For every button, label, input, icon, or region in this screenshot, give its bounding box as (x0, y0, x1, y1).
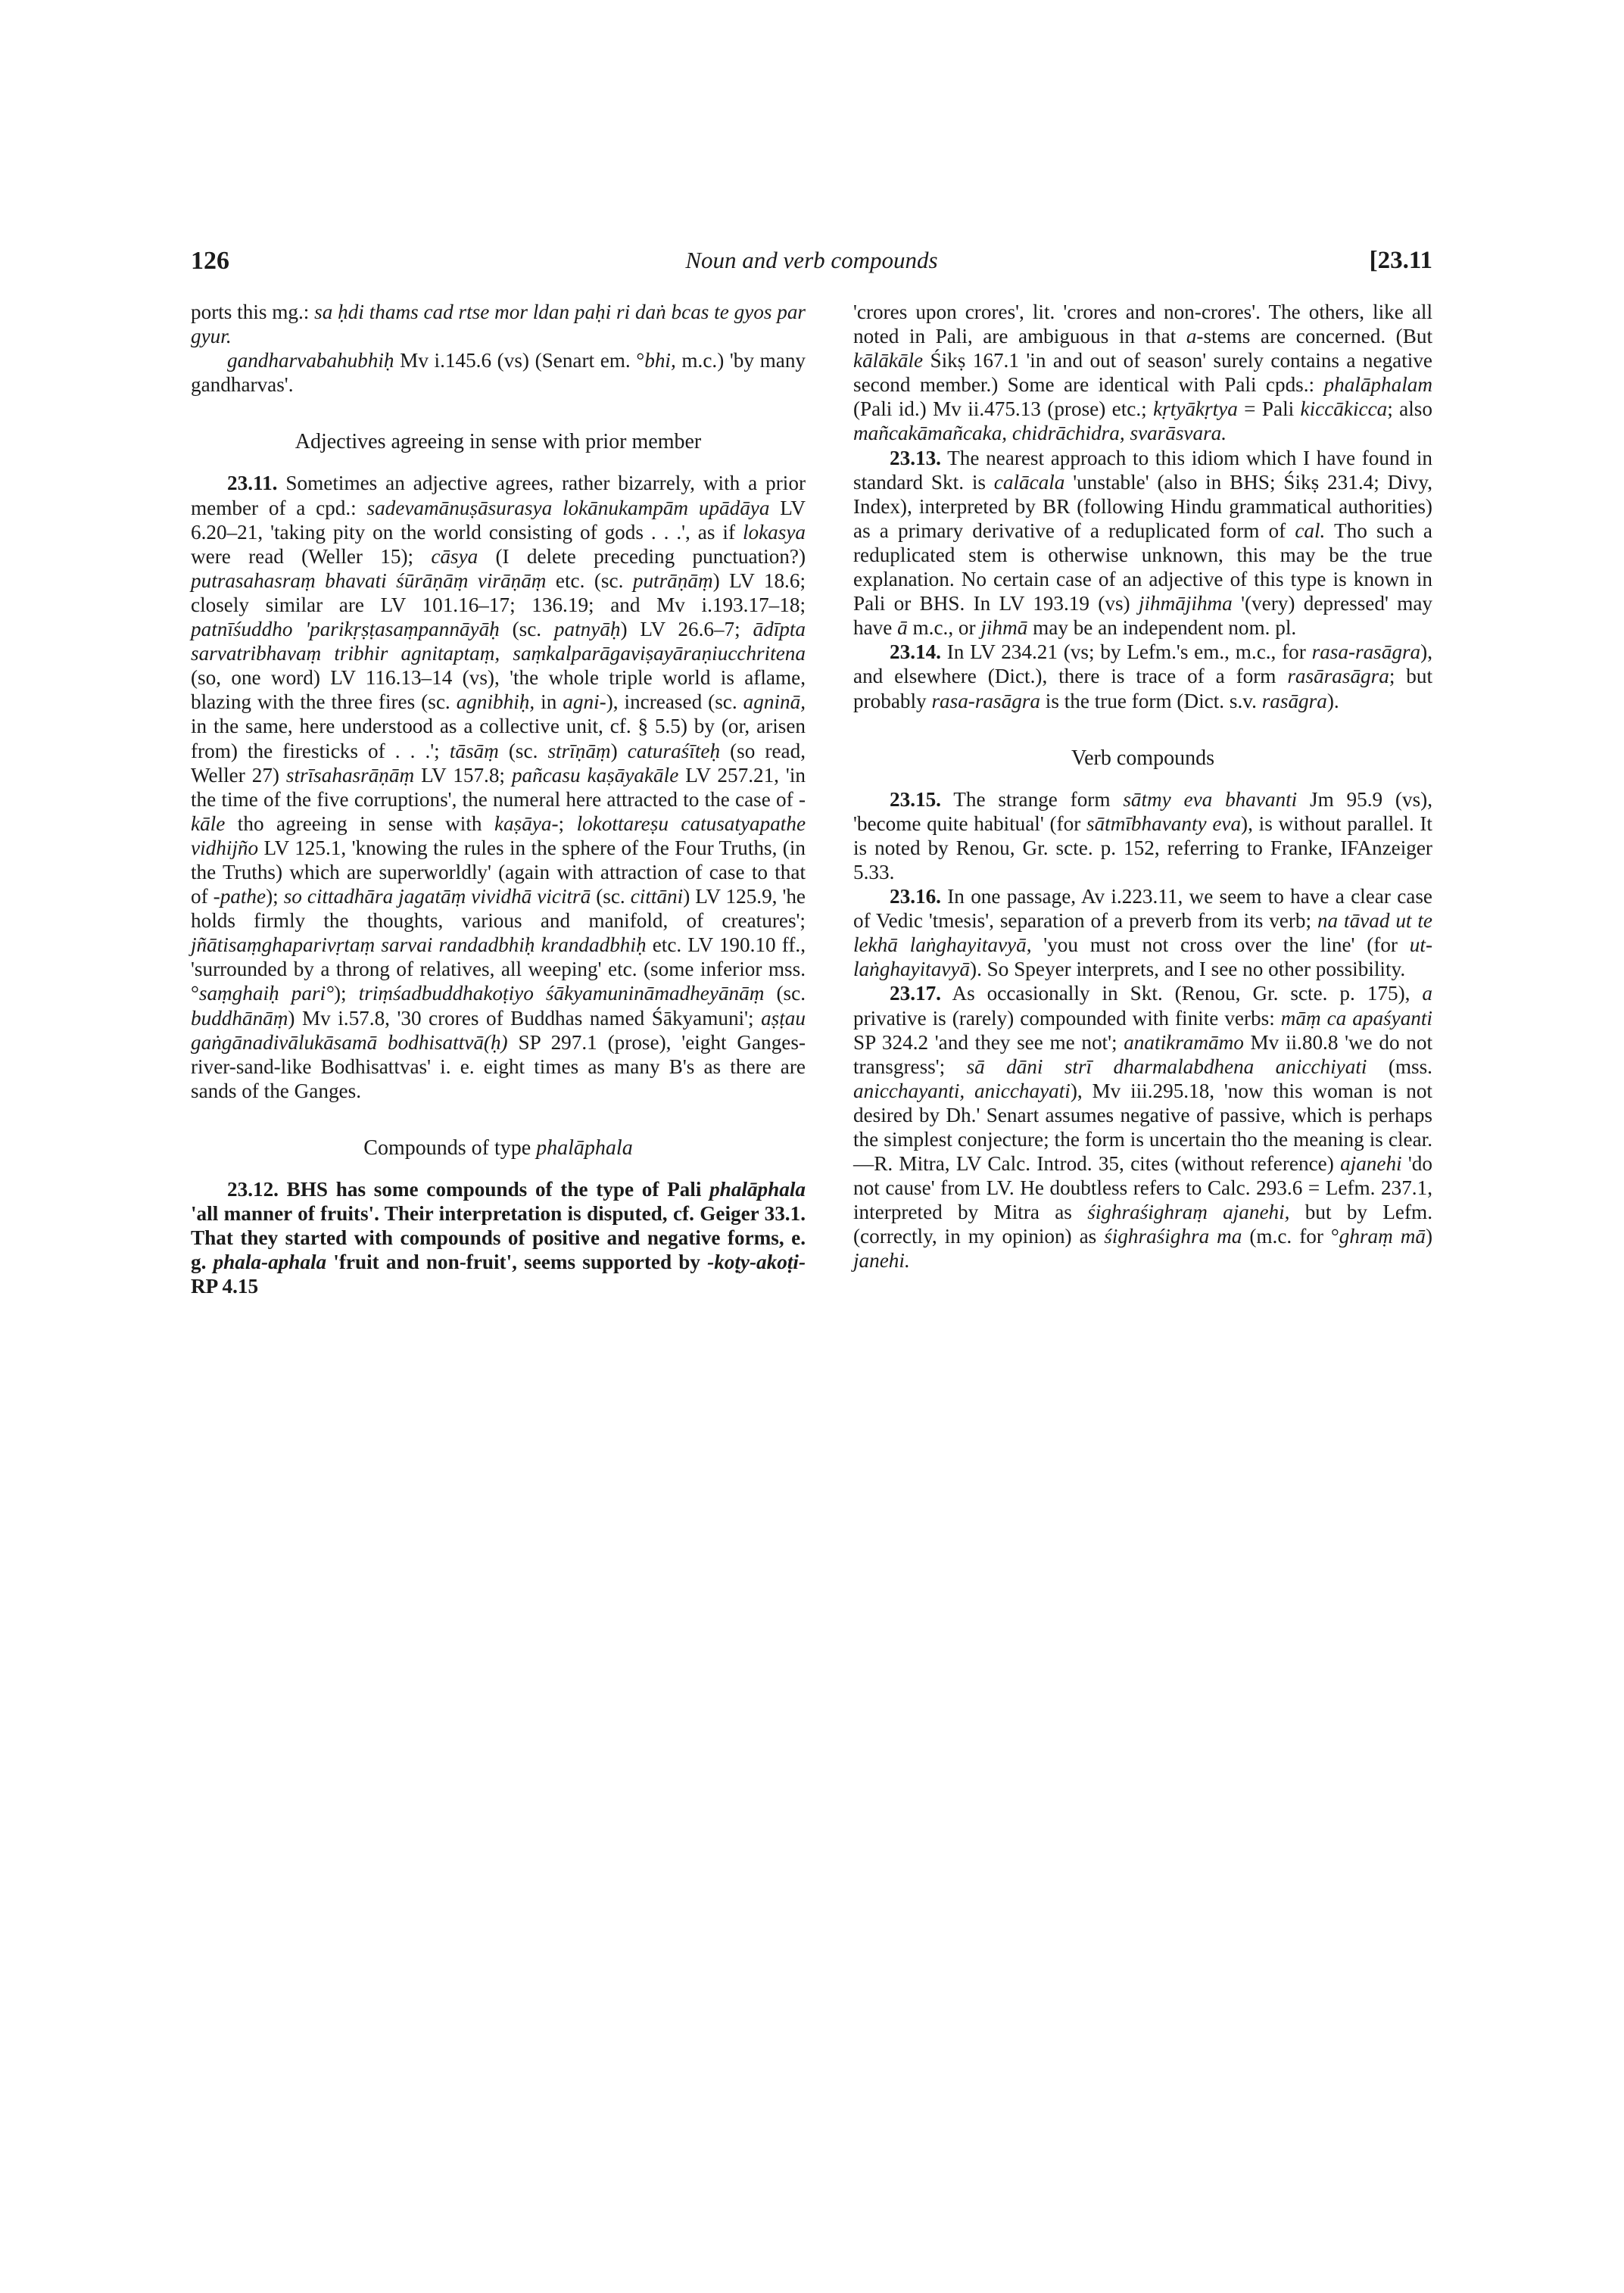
paragraph-23-11: 23.11. Sometimes an adjective agrees, rather bizarrely, with a prior member of a cpd.: sadevamānuṣāsurasya lokānukampām upādāya LV 6.20–21, 'taking pity on the world consisting of gods . . .', as if lokasya were read (Weller 15); cāsya (I delete preceding punctuation?) putrasahasraṃ bhavati śūrāṇāṃ virāṇāṃ etc. (sc. putrāṇāṃ) LV 18.6; closely similar are LV 101.16–17; 136.19; and Mv i.193.17–18; patnīśuddho 'parikṛṣṭasaṃpannāyāḥ (sc. patnyāḥ) LV 26.6–7; ādīpta sarvatribhavaṃ tribhir agnitaptaṃ, saṃkalparāgaviṣayāraṇiucchritena (so, one word) LV 116.13–14 (vs), 'the whole triple world is aflame, blazing with the three fires (sc. agnibhiḥ, in agni-), increased (sc. agninā, in the same, here understood as a collective unit, cf. § 5.5) by (or, arisen from) the firesticks of . . .'; tāsāṃ (sc. strīṇāṃ) caturaśīteḥ (so read, Weller 27) strīsahasrāṇāṃ LV 157.8; pañcasu kaṣāyakāle LV 257.21, 'in the time of the five corruptions', the numeral here attracted to the case of -kāle tho agreeing in sense with kaṣāya-; lokottareṣu catusatyapathe vidhijño LV 125.1, 'knowing the rules in the sphere of the Four Truths, (in the Truths) which are superworldly' (again with attraction of case to that of -pathe); so cittadhāra jagatāṃ vividhā vicitrā (sc. cittāni) LV 125.9, 'he holds firmly the thoughts, various and manifold, of creatures'; jñātisaṃghaparivṛtaṃ sarvai randadbhiḥ krandadbhiḥ etc. LV 190.10 ff., 'surrounded by a throng of relatives, all weeping' etc. (some inferior mss. °saṃghaiḥ pari°); triṃśadbuddhakoṭiyo śākyamunināmadheyānāṃ (sc. buddhānāṃ) Mv i.57.8, '30 crores of Buddhas named Śākyamuni'; aṣṭau gaṅgānadivālukāsamā bodhisattvā(ḥ) SP 297.1 (prose), 'eight Ganges-river-sand-like Bodhisattvas' i. e. eight times as many B's as there are sands of the Ganges. (191, 472, 806, 1102)
right-column (853, 300, 1432, 1273)
intro-paragraph-2: gandharvabahubhiḥ Mv i.145.6 (vs) (Senart em. °bhi, m.c.) 'by many gandharvas'. (191, 349, 806, 397)
paragraph-23-12: 23.12. BHS has some compounds of the type of Pali phalāphala 'all manner of fruits'. Their interpretation is disputed, cf. Geiger 33.1. That they started with compounds of positive and negative forms, e. g. phala-aphala 'fruit and non-fruit', seems supported by -koṭy-akoṭi- RP 4.15 (191, 1178, 806, 1298)
paragraph-23-12-continued: 'crores upon crores', lit. 'crores and non-crores'. The others, like all noted in Pali, are ambiguous in that a-stems are concerned. (But kālākāle Śikṣ 167.1 'in and out of season' surely contains a negative second member.) Some are identical with Pali cpds.: phalāphalam (Pali id.) Mv ii.475.13 (prose) etc.; kṛtyākṛtya = Pali kiccākicca; also mañcakāmañcaka, chidrāchidra, svarāsvara. (853, 301, 1433, 445)
left-column (191, 300, 806, 1298)
paragraph-23-13: 23.13. The nearest approach to this idiom which I have found in standard Skt. is calācala 'unstable' (also in BHS; Śikṣ 231.4; Divy, Index), interpreted by BR (following Hindu grammatical authorities) as a primary derivative of a reduplicated form of cal. Tho such a reduplicated stem is otherwise unknown, this may be the true explanation. No certain case of an adjective of this type is known in Pali or BHS. In LV 193.19 (vs) jihmājihma '(very) depressed' may have ā m.c., or jihmā may be an independent nom. pl. (853, 446, 1433, 640)
page-number: 126 (191, 247, 229, 275)
intro-paragraph-1: ports this mg.: sa ḥdi thams cad rtse mor ldan paḥi ri daṅ bcas te gyos par gyur. (191, 301, 806, 348)
paragraph-23-14: 23.14. In LV 234.21 (vs; by Lefm.'s em., m.c., for rasa-rasāgra), and elsewhere (Dict.), there is trace of a form rasārasāgra; but probably rasa-rasāgra is the true form (Dict. s.v. rasāgra). (853, 640, 1433, 712)
section-ref: [23.11 (1369, 247, 1432, 274)
section-heading-verb-compounds: Verb compounds (1071, 746, 1214, 770)
paragraph-23-16: 23.16. In one passage, Av i.223.11, we seem to have a clear case of Vedic 'tmesis', separation of a preverb from its verb; na tāvad ut te lekhā laṅghayitavyā, 'you must not cross over the line' (for ut-laṅghayitavyā). So Speyer interprets, and I see no other possibility. (853, 885, 1432, 981)
running-head (191, 247, 1432, 277)
section-heading-phalaphala: Compounds of type phalāphala (363, 1136, 633, 1160)
running-title: Noun and verb compounds (685, 247, 938, 273)
paragraph-23-15: 23.15. The strange form sātmy eva bhavanti Jm 95.9 (vs), 'become quite habitual' (for sātmībhavanty eva), is without parallel. It is noted by Renou, Gr. scte. p. 152, referring to Franke, IFAnzeiger 5.33. (853, 787, 1432, 883)
section-heading-adjectives: Adjectives agreeing in sense with prior member (295, 430, 702, 454)
paragraph-23-17: 23.17. As occasionally in Skt. (Renou, Gr. scte. p. 175), a privative is (rarely) compounded with finite verbs: māṃ ca apaśyanti SP 324.2 'and they see me not'; anatikramāmo Mv ii.80.8 'we do not transgress'; sā dāni strī dharmalabdhena anicchiyati (mss. anicchayanti, anicchayati), Mv iii.295.18, 'now this woman is not desired by Dh.' Senart assumes negative of passive, which is perhaps the simplest conjecture; the form is uncertain tho the meaning is clear.—R. Mitra, LV Calc. Introd. 35, cites (without reference) ajanehi 'do not cause' from LV. He doubtless refers to Calc. 293.6 = Lefm. 237.1, interpreted by Mitra as śighraśighraṃ ajanehi, but by Lefm. (correctly, in my opinion) as śighraśighra ma (m.c. for °ghraṃ mā) janehi. (853, 982, 1432, 1273)
